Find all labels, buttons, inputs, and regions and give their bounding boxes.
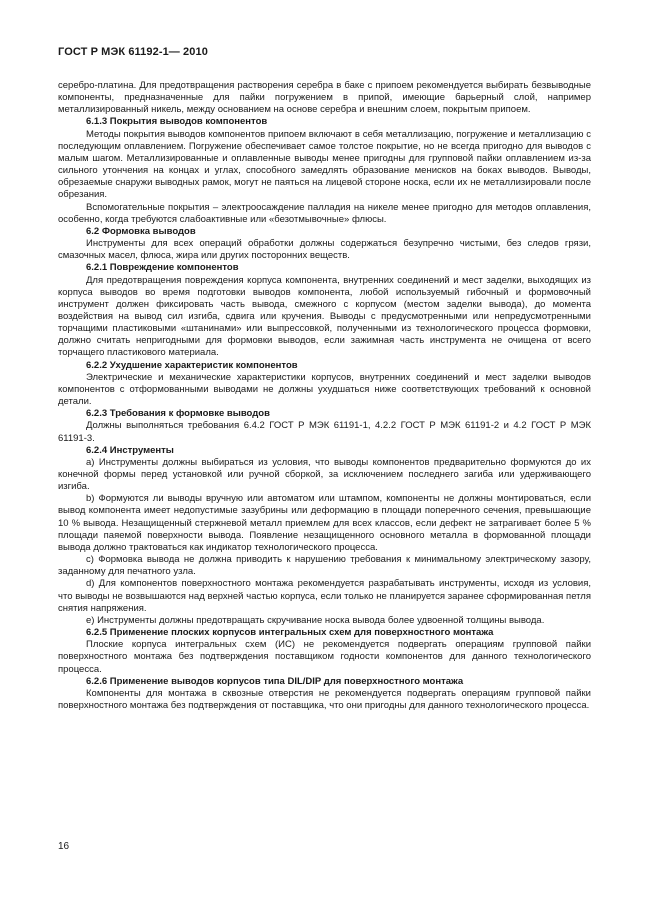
body-paragraph: a) Инструменты должны выбираться из условия, что выводы компонентов предварительно формуются до их конечной формы перед установкой или ручной сборкой, за исключением последнего загиба или удерживающего изгиба. [58, 456, 591, 493]
section-heading: 6.2.3 Требования к формовке выводов [86, 408, 270, 420]
body-paragraph: e) Инструменты должны предотвращать скручивание носка вывода более удвоенной толщины вывода. [86, 614, 545, 626]
section-heading: 6.2.1 Повреждение компонентов [86, 262, 239, 274]
body-paragraph: Вспомогательные покрытия – электроосаждение палладия на никеле менее пригодно для методов оплавления, особенно, когда требуются слабоактивные или «безотмывочные» флюсы. [58, 201, 591, 225]
section-heading: 6.2.6 Применение выводов корпусов типа DIL/DIP для поверхностного монтажа [86, 675, 464, 687]
body-paragraph: Компоненты для монтажа в сквозные отверстия не рекомендуется подвергать операциям групповой пайки поверхностного монтажа без подтверждения от поставщика, что они пригодны для данного технологического процесса. [58, 687, 591, 711]
document-body [58, 80, 591, 712]
body-paragraph: c) Формовка вывода не должна приводить к нарушению требования к минимальному электрическому зазору, заданному для печатного узла. [58, 554, 591, 578]
body-paragraph: d) Для компонентов поверхностного монтажа рекомендуется разрабатывать инструменты, исходя из условия, что выводы не возвышаются над верхней частью корпуса, если только не планируется заранее сформированная петля снятия напряжения. [58, 578, 591, 614]
body-paragraph: серебро-платина. Для предотвращения растворения серебра в баке с припоем рекомендуется выбирать безвыводные компоненты, предназначенные для пайки погружением в припой, имеющие барьерный слой, например металлизированный никель, между основанием на основе серебра и внешним слоем, покрытым припоем. [58, 80, 591, 116]
section-heading: 6.2 Формовка выводов [86, 225, 196, 237]
section-heading: 6.2.4 Инструменты [86, 444, 174, 456]
body-paragraph: Должны выполняться требования 6.4.2 ГОСТ Р МЭК 61191-1, 4.2.2 ГОСТ Р МЭК 61191-2 и 4.2 ГОСТ Р МЭК 61191-3. [58, 420, 591, 444]
body-paragraph: Инструменты для всех операций обработки должны содержаться безупречно чистыми, без следов грязи, смазочных масел, флюса, жира или других посторонних веществ. [58, 238, 591, 262]
body-paragraph: Электрические и механические характеристики корпусов, внутренних соединений и мест заделки выводов компонентов с отформованными выводами не должны ухудшаться ниже соответствующих требований к основной детали. [58, 371, 591, 408]
section-heading: 6.2.2 Ухудшение характеристик компонентов [86, 359, 298, 371]
page-number: 16 [58, 841, 70, 852]
body-paragraph: Для предотвращения повреждения корпуса компонента, внутренних соединений и мест заделки, выходящих из корпуса выводов во время подготовки выводов компонента, любой используемый гибочный и формовочный инструмент должен фиксировать часть вывода, смежного с корпусом (местом заделки вывода), до момента воздействия на вывод сил изгиба, сдвига или кручения. Выводы с предусмотренными или непредусмотренными торчащими пластиковыми «штанинами» или выпрессовкой, полученными из технологического процесса формовки, должно считать непригодными для формовки выводов, если зажимная часть инструмента не очищена от всего торчащего пластикового материала. [58, 274, 591, 359]
body-paragraph: Плоские корпуса интегральных схем (ИС) не рекомендуется подвергать операциям групповой пайки поверхностного монтажа без подтверждения поставщиком годности компонентов для данного технологического процесса. [58, 639, 591, 675]
body-paragraph: Методы покрытия выводов компонентов припоем включают в себя металлизацию, погружение и металлизацию с последующим оплавлением. Погружение обеспечивает самое толстое покрытие, но не всегда пригодно для выводов с малым шагом. Металлизированные и оплавленные выводы менее пригодны для групповой пайки оплавлением из-за сильного утончения на концах и углах, способного замедлять образование менисков на боках выводов. Выводы, обрезаемые снаружи выводных рамок, могут не паяться на лицевой стороне носка, если их не металлизировали после обрезания. [58, 128, 591, 201]
section-heading: 6.2.5 Применение плоских корпусов интегральных схем для поверхностного монтажа [86, 627, 494, 639]
document-header: ГОСТ Р МЭК 61192-1— 2010 [58, 46, 208, 58]
section-heading: 6.1.3 Покрытия выводов компонентов [86, 116, 268, 128]
body-paragraph: b) Формуются ли выводы вручную или автоматом или штампом, компоненты не должны монтироваться, если вывод компонента имеет недопустимые зазубрины или деформацию в площади поперечного сечения, превышающие 10 % вывода. Незащищенный стержневой металл приемлем для всех классов, если дефект не затрагивает более 5 % площади паяемой поверхности вывода. Появление незащищенного основного металла в формованной площади вывода должно трактоваться как индикатор технологического процесса. [58, 493, 591, 553]
